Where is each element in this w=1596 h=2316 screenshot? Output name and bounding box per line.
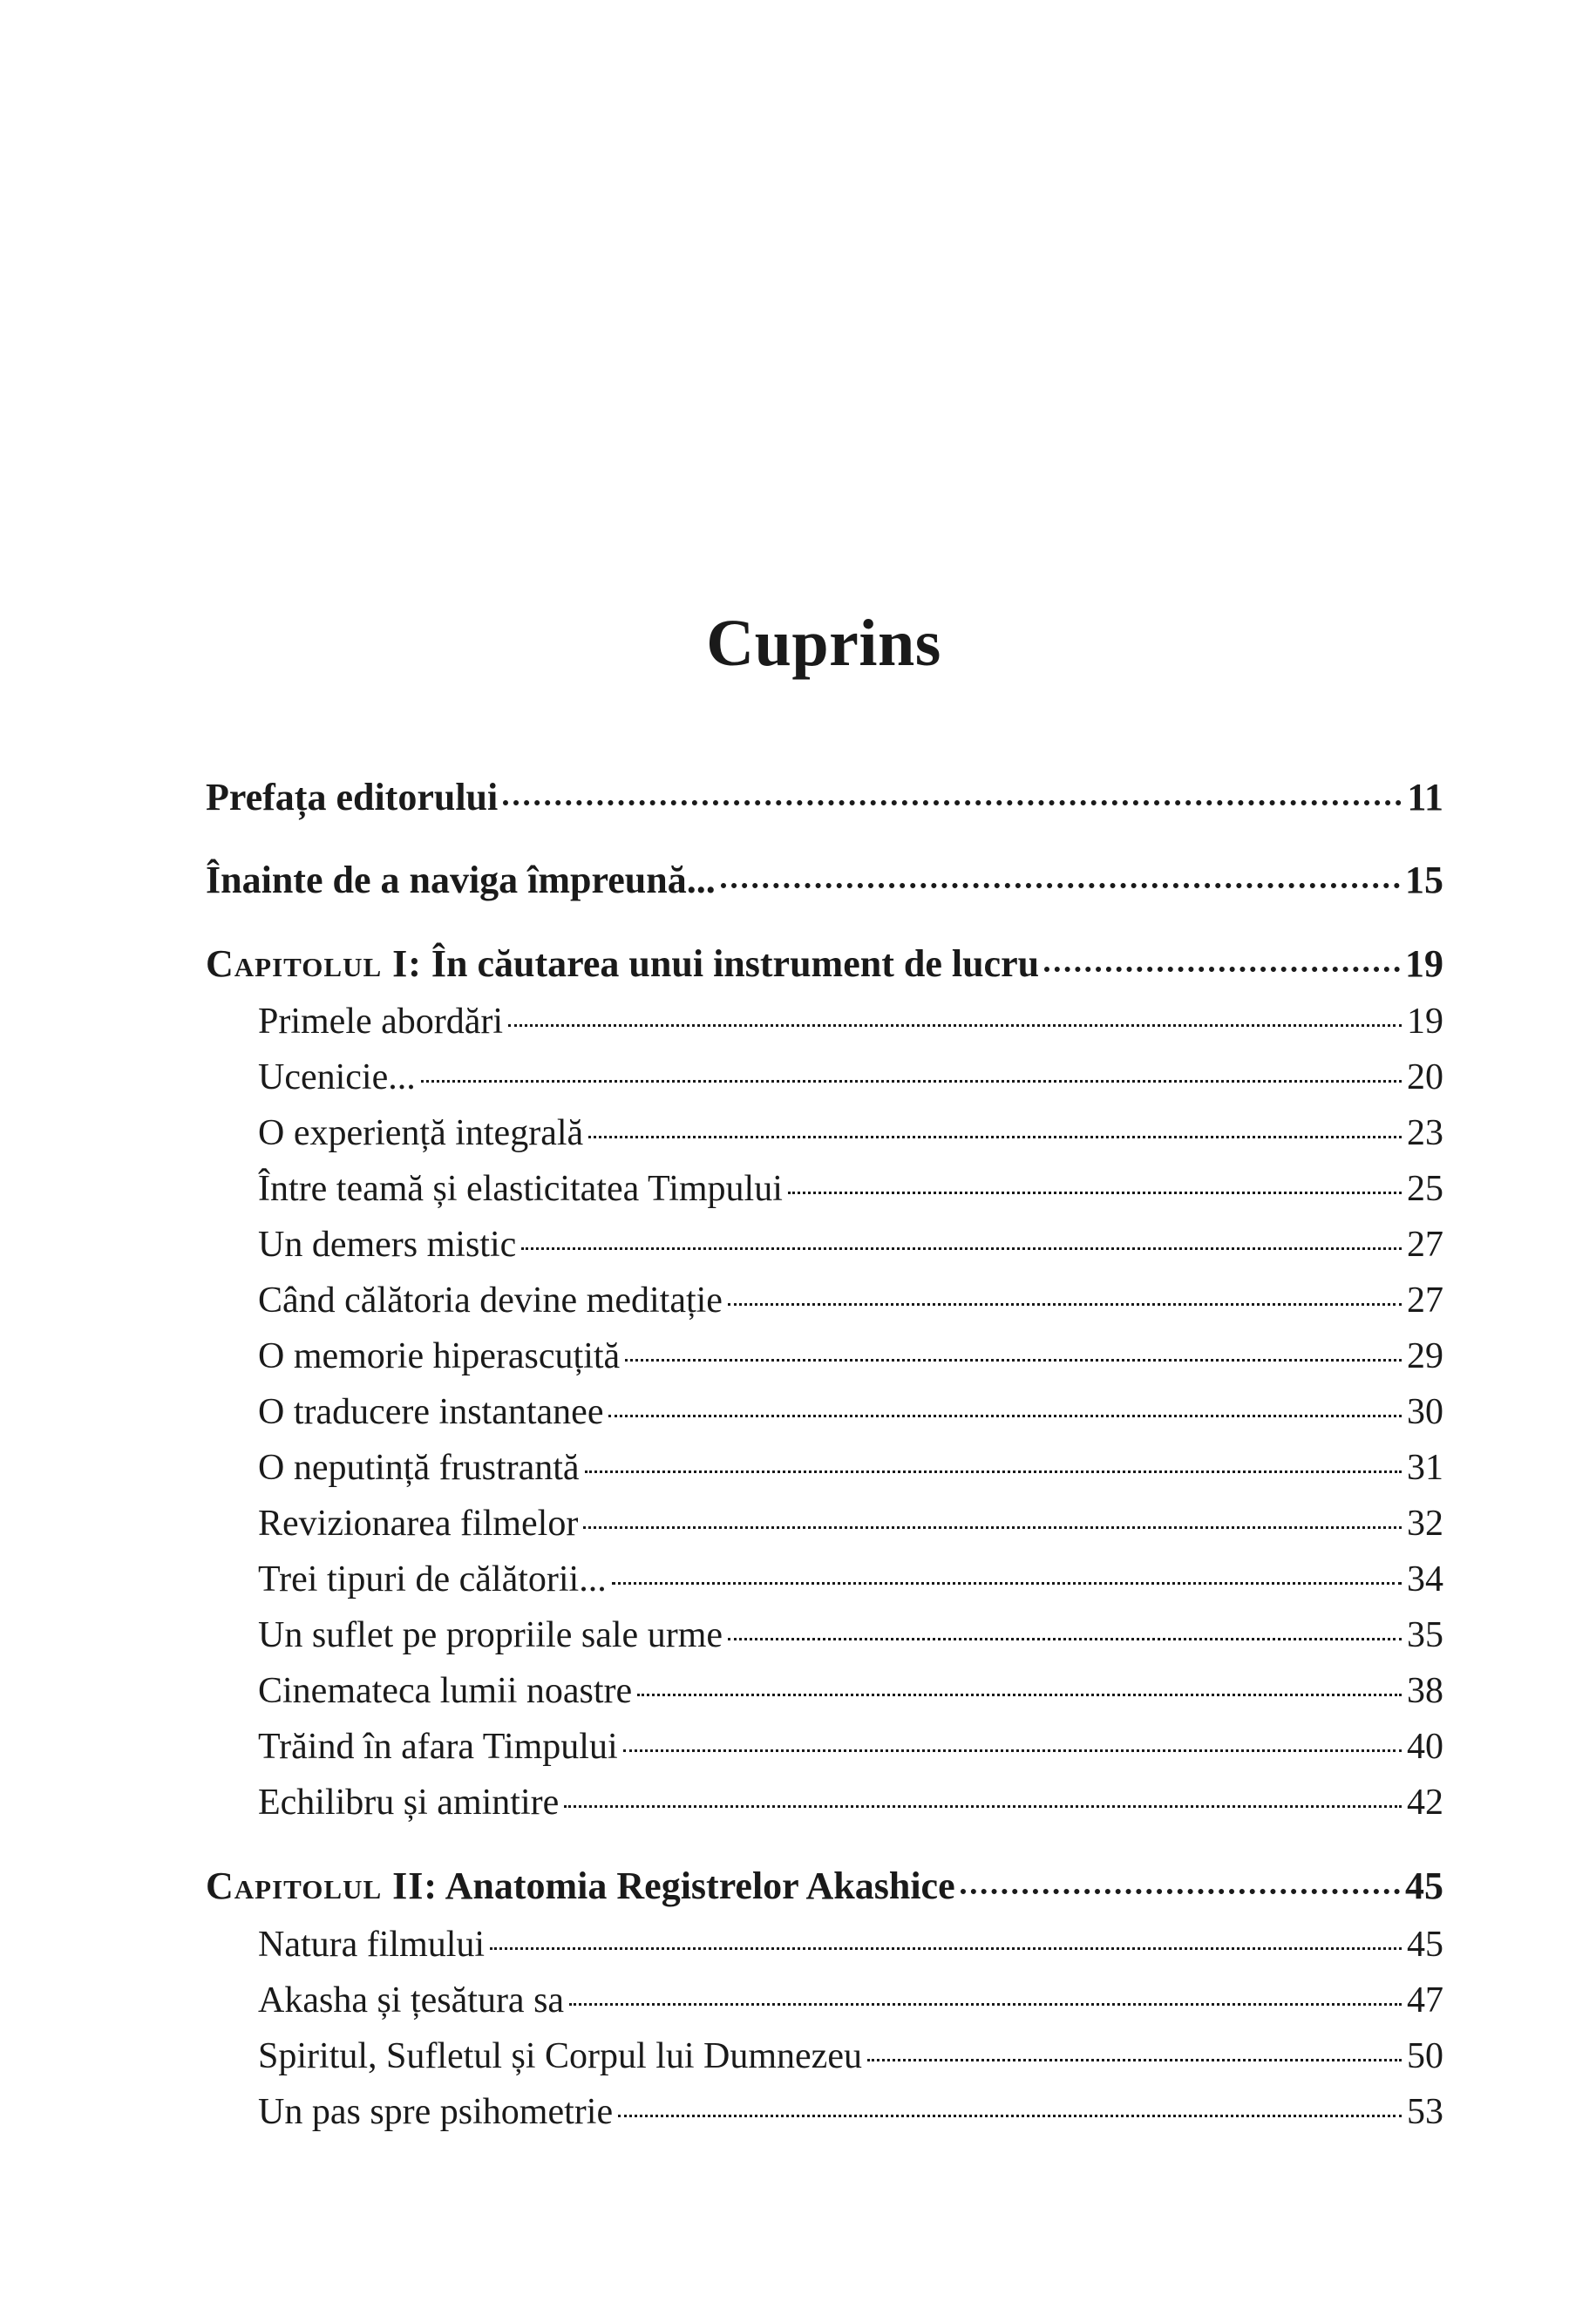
toc-entry-label: O neputință frustrantă xyxy=(258,1448,580,1488)
toc-subentry[interactable] xyxy=(258,1919,1443,1966)
toc-subentry[interactable] xyxy=(258,1108,1443,1154)
toc-subentry[interactable] xyxy=(258,1331,1443,1377)
toc-entry-label: O experiență integrală xyxy=(258,1113,584,1153)
toc-subentry[interactable] xyxy=(258,1275,1443,1321)
dot-leader xyxy=(490,1919,1402,1956)
dot-leader xyxy=(583,1498,1402,1535)
toc-entry-label: O memorie hiperascuțită xyxy=(258,1336,621,1376)
dot-leader xyxy=(637,1666,1402,1702)
toc-entry-label: Natura filmului xyxy=(258,1925,486,1965)
toc-subentry[interactable] xyxy=(258,1164,1443,1210)
dot-leader xyxy=(867,2031,1402,2068)
toc-entry-page: 40 xyxy=(1407,1727,1443,1767)
toc-subentry[interactable] xyxy=(258,1219,1443,1266)
toc-subentry[interactable] xyxy=(258,1610,1443,1656)
toc-entry-page: 23 xyxy=(1407,1113,1443,1153)
toc-subentry[interactable] xyxy=(258,1387,1443,1433)
toc-entry-label: Ucenicie... xyxy=(258,1057,416,1097)
toc-entry-label: Trăind în afara Timpului xyxy=(258,1727,618,1767)
dot-leader xyxy=(1044,938,1400,976)
toc-entry-page: 27 xyxy=(1407,1225,1443,1265)
toc-entry-label: Un pas spre psihometrie xyxy=(258,2092,614,2132)
toc-subentry[interactable] xyxy=(258,1722,1443,1768)
dot-leader xyxy=(728,1610,1402,1647)
chapter-prefix: Capitolul II: xyxy=(206,1864,438,1907)
toc-chapter-1[interactable] xyxy=(206,938,1443,986)
toc-entry-page: 53 xyxy=(1407,2092,1443,2132)
dot-leader xyxy=(961,1860,1400,1898)
dot-leader xyxy=(625,1331,1402,1368)
toc-entry-intro[interactable] xyxy=(206,854,1443,902)
chapter-title: În căutarea unui instrument de lucru xyxy=(431,942,1040,985)
toc-entry-label: O traducere instantanee xyxy=(258,1392,604,1432)
toc-entry-page: 32 xyxy=(1407,1504,1443,1544)
toc-entry-page: 38 xyxy=(1407,1671,1443,1711)
toc-entry-label: Un suflet pe propriile sale urme xyxy=(258,1615,723,1655)
chapter-title: Anatomia Registrelor Akashice xyxy=(445,1864,955,1907)
toc-entry-page: 45 xyxy=(1405,1864,1443,1907)
toc-entry-preface[interactable] xyxy=(206,771,1443,819)
toc-entry-page: 25 xyxy=(1407,1169,1443,1209)
dot-leader xyxy=(421,1052,1402,1089)
toc-entry-page: 27 xyxy=(1407,1280,1443,1321)
toc-subentry[interactable] xyxy=(258,1975,1443,2021)
toc-entry-page: 31 xyxy=(1407,1448,1443,1488)
toc-entry-label: Akasha și țesătura sa xyxy=(258,1980,565,2021)
toc-entry-label xyxy=(206,1864,955,1908)
dot-leader xyxy=(521,1219,1402,1256)
chapter-prefix: Capitolul I: xyxy=(206,942,422,985)
dot-leader xyxy=(569,1975,1402,2012)
toc-entry-label xyxy=(206,941,1039,986)
toc-subentry[interactable] xyxy=(258,1666,1443,1712)
toc-entry-label: Între teamă și elasticitatea Timpului xyxy=(258,1169,783,1209)
toc-entry-page: 20 xyxy=(1407,1057,1443,1097)
toc-entry-page: 29 xyxy=(1407,1336,1443,1376)
dot-leader xyxy=(608,1387,1402,1423)
toc-subentry[interactable] xyxy=(258,1777,1443,1824)
toc-entry-page: 35 xyxy=(1407,1615,1443,1655)
dot-leader xyxy=(564,1777,1402,1814)
toc-entry-page: 34 xyxy=(1407,1559,1443,1599)
toc-entry-label: Prefața editorului xyxy=(206,776,499,818)
dot-leader xyxy=(728,1275,1402,1312)
toc-entry-label: Cinemateca lumii noastre xyxy=(258,1671,633,1711)
toc-entry-label: Echilibru și amintire xyxy=(258,1783,560,1823)
toc-subentry[interactable] xyxy=(258,1554,1443,1600)
dot-leader xyxy=(788,1164,1402,1200)
toc-entry-label: Primele abordări xyxy=(258,1002,504,1042)
toc-entry-label: Spiritul, Sufletul și Corpul lui Dumnezeu xyxy=(258,2036,862,2076)
toc-entry-page: 47 xyxy=(1407,1980,1443,2021)
toc-subentry[interactable] xyxy=(258,2031,1443,2077)
toc-subentry[interactable] xyxy=(258,1443,1443,1489)
toc-entry-label: Revizionarea filmelor xyxy=(258,1504,579,1544)
toc-entry-page: 19 xyxy=(1407,1002,1443,1042)
toc-entry-label: Trei tipuri de călătorii... xyxy=(258,1559,607,1599)
toc-subentry[interactable] xyxy=(258,2087,1443,2133)
dot-leader xyxy=(618,2087,1402,2123)
toc-entry-label: Un demers mistic xyxy=(258,1225,517,1265)
toc-entry-page: 11 xyxy=(1407,776,1443,818)
dot-leader xyxy=(612,1554,1402,1591)
dot-leader xyxy=(721,854,1400,893)
dot-leader xyxy=(623,1722,1402,1758)
toc-entry-page: 15 xyxy=(1405,859,1443,901)
dot-leader xyxy=(585,1443,1402,1479)
toc-subentry[interactable] xyxy=(258,1052,1443,1098)
toc-chapter-2[interactable] xyxy=(206,1860,1443,1908)
toc-entry-label: Când călătoria devine meditație xyxy=(258,1280,723,1321)
toc-entry-page: 45 xyxy=(1407,1925,1443,1965)
toc-entry-page: 42 xyxy=(1407,1783,1443,1823)
toc-entry-page: 19 xyxy=(1405,942,1443,985)
toc-entry-label: Înainte de a naviga împreună... xyxy=(206,859,716,901)
dot-leader xyxy=(508,996,1402,1033)
page-title: Cuprins xyxy=(706,607,941,680)
toc-entry-page: 50 xyxy=(1407,2036,1443,2076)
toc-subentry[interactable] xyxy=(258,996,1443,1043)
toc-entry-page: 30 xyxy=(1407,1392,1443,1432)
dot-leader xyxy=(588,1108,1402,1144)
toc-subentry[interactable] xyxy=(258,1498,1443,1545)
dot-leader xyxy=(503,771,1402,810)
